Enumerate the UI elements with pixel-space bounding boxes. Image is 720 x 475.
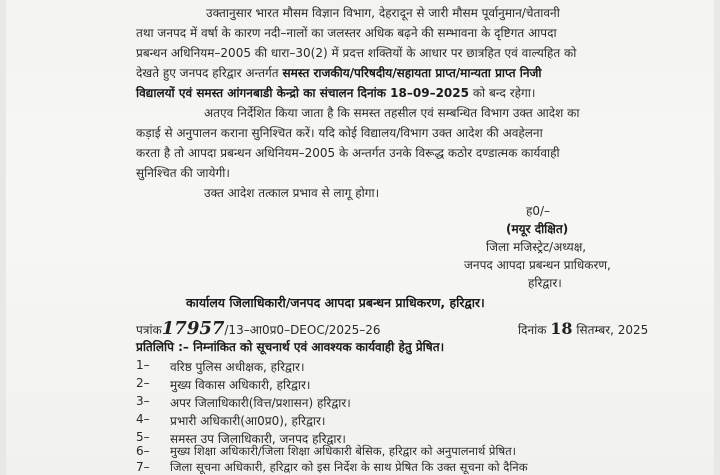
copy-item-text: वरिष्ठ पुलिस अधीक्षक, हरिद्वार। bbox=[170, 360, 305, 374]
para2-line4: सुनिश्चित की जायेगी। bbox=[136, 166, 230, 180]
copy-item-num: 1– bbox=[136, 358, 150, 372]
copy-item-text: मुख्य विकास अधिकारी, हरिद्वार। bbox=[170, 378, 311, 392]
copy-item-num: 7– bbox=[136, 460, 150, 474]
para1-line3: प्रबन्धन अधिनियम–2005 की धारा–30(2) में प्रदत्त शक्तियों के आधार पर छात्रहित एवं वाल्यहित को bbox=[136, 46, 577, 60]
copy-item-num: 4– bbox=[136, 412, 150, 426]
para2-line1: अतएव निर्देशित किया जाता है कि समस्त तहसील एवं सम्बन्धित विभाग उक्त आदेश का bbox=[204, 106, 580, 120]
copy-item-text: मुख्य शिक्षा अधिकारी/जिला शिक्षा अधिकारी बेसिक, हरिद्वार को अनुपालनार्थ प्रेषित। bbox=[170, 444, 517, 458]
copy-item-num: 6– bbox=[136, 444, 150, 458]
para1-line5-end: को बन्द रहेगा। bbox=[472, 86, 536, 100]
signature-place: हरिद्वार। bbox=[528, 276, 562, 290]
copy-item-text: प्रभारी अधिकारी(आ0प्र0), हरिद्वार। bbox=[170, 414, 326, 428]
para1-line5-bold: विद्यालयों एवं समस्त आंगनबाडी केन्द्रो का संचालन दिनांक 18–09–2025 bbox=[136, 86, 469, 100]
office-heading: कार्यालय जिलाधिकारी/जनपद आपदा प्रबन्धन प्राधिकरण, हरिद्वार। bbox=[186, 295, 485, 310]
copy-item-num: 3– bbox=[136, 394, 150, 408]
para1-line4-start: देखते हुए जनपद हरिद्वार अन्तर्गत bbox=[136, 66, 279, 80]
para3-line: उक्त आदेश तत्काल प्रभाव से लागू होगा। bbox=[204, 186, 380, 200]
signature-designation: जिला मजिस्ट्रेट/अध्यक्ष, bbox=[486, 240, 587, 254]
reference-line bbox=[136, 318, 381, 339]
copy-item-text: अपर जिलाधिकारी(वित्त/प्रशासन) हरिद्वार। bbox=[170, 396, 351, 410]
copy-item-text: जिला सूचना अधिकारी, हरिद्वार को इस निर्देश के साथ प्रेषित कि उक्त सूचना को दैनिक bbox=[170, 460, 528, 474]
copy-item-num: 5– bbox=[136, 430, 150, 444]
para1-line1: उक्तानुसार भारत मौसम विज्ञान विभाग, देहरादून से जारी मौसम पूर्वानुमान/चेतावनी bbox=[206, 6, 560, 20]
para2-line3: करता है तो आपदा प्रबन्धन अधिनियम–2005 के अन्तर्गत उनके विरूद्ध कठोर दण्डात्मक कार्यवाही bbox=[136, 146, 560, 160]
para1-line4-bold: समस्त राजकीय/परिषदीय/सहायता प्राप्त/मान्यता प्राप्त निजी bbox=[282, 66, 542, 80]
para2-line2: कड़ाई से अनुपालन कराना सुनिश्चित करें। यदि कोई विद्यालय/विभाग उक्त आदेश की अवहेलना bbox=[136, 126, 543, 140]
copy-to-intro: प्रतिलिपि :– निम्नांकित को सूचनार्थ एवं आवश्यक कार्यवाही हेतु प्रेषित। bbox=[136, 340, 445, 354]
copy-item-num: 2– bbox=[136, 376, 150, 390]
reference-suffix: /13–आ0प्र0–DEOC/2025–26 bbox=[224, 323, 381, 337]
reference-prefix: पत्रांक bbox=[136, 323, 162, 337]
date-day: 18 bbox=[550, 319, 573, 338]
reference-date bbox=[518, 319, 649, 338]
date-month-year: सितम्बर, 2025 bbox=[576, 323, 649, 337]
para1-line5 bbox=[136, 86, 535, 100]
date-label: दिनांक bbox=[518, 323, 547, 337]
copy-item-text: समस्त उप जिलाधिकारी, जनपद हरिद्वार। bbox=[170, 432, 346, 446]
signature-authority: जनपद आपदा प्रबन्धन प्राधिकरण, bbox=[464, 258, 611, 272]
signature-name: (मयूर दीक्षित) bbox=[506, 222, 569, 236]
reference-number: 17957 bbox=[161, 318, 225, 339]
para1-line4 bbox=[136, 66, 542, 80]
signature-signed: ह0/– bbox=[526, 204, 551, 218]
para1-line2: तथा जनपद में वर्षा के कारण नदी–नालों का जलस्तर अधिक बढ़ने की सम्भावना के दृष्टिगत आपदा bbox=[136, 26, 557, 40]
